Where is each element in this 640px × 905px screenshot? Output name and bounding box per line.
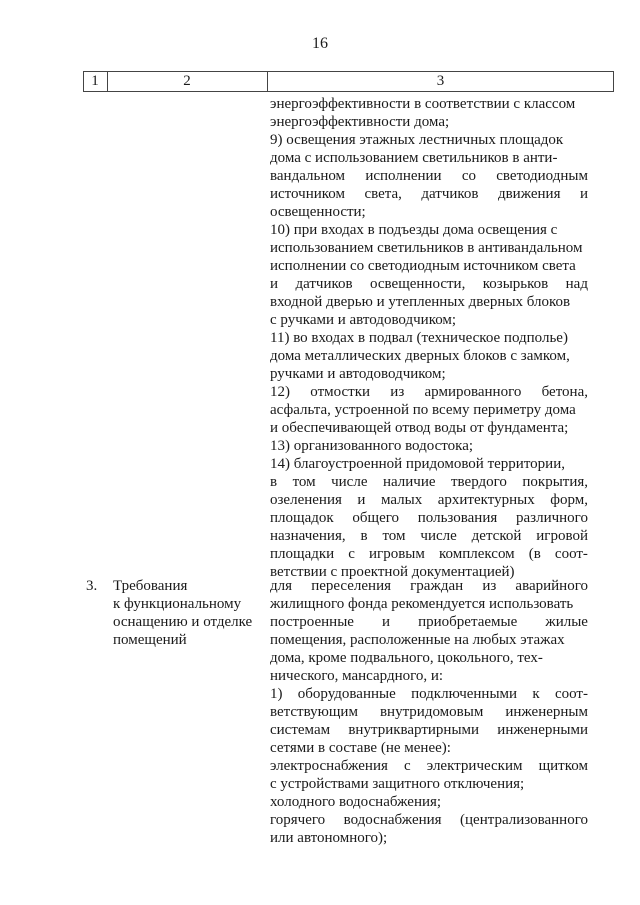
word: внутриквартирными xyxy=(348,722,480,738)
word: инженерными xyxy=(497,722,588,738)
word: соот- xyxy=(554,686,588,702)
word: подключенными xyxy=(411,686,518,702)
word: числе xyxy=(331,474,368,490)
text-line xyxy=(270,275,588,293)
word: форм, xyxy=(550,492,588,508)
row-number: 3. xyxy=(86,578,98,594)
text-line: 10) при входах в подъезды дома освещения с xyxy=(270,222,558,238)
word: малых xyxy=(380,492,423,508)
text-line: ручками и автодоводчиком; xyxy=(270,366,446,382)
word: вандальном xyxy=(270,168,346,184)
word: к xyxy=(532,686,540,702)
word: пользования xyxy=(417,510,498,526)
word: площадки xyxy=(270,546,335,562)
requirement-name xyxy=(113,577,263,649)
text-line xyxy=(270,491,588,509)
word: озеленения xyxy=(270,492,342,508)
word: над xyxy=(565,276,588,292)
word: козырьков xyxy=(482,276,549,292)
word: построенные xyxy=(270,614,354,630)
word: армированного xyxy=(424,384,522,400)
word: в xyxy=(360,528,368,544)
text-line xyxy=(270,703,588,721)
column-header-2: 2 xyxy=(183,73,191,89)
word: в xyxy=(270,474,278,490)
word: жилые xyxy=(545,614,588,630)
text-line: освещенности; xyxy=(270,204,366,220)
text-line: дома, кроме подвального, цокольного, тех- xyxy=(270,650,543,666)
text-line: дома с использованием светильников в анти- xyxy=(270,150,558,166)
continued-row-description xyxy=(270,95,588,581)
text-line: 14) благоустроенной придомовой территории, xyxy=(270,456,565,472)
word: щитком xyxy=(538,758,588,774)
word: площадок xyxy=(270,510,334,526)
word: для xyxy=(270,578,293,594)
word: из xyxy=(390,384,405,400)
word: назначения, xyxy=(270,528,346,544)
word: со xyxy=(461,168,477,184)
word: инженерным xyxy=(505,704,588,720)
word: детской xyxy=(471,528,522,544)
text-line: или автономного); xyxy=(270,830,388,846)
text-line xyxy=(270,473,588,491)
word: электроснабжения xyxy=(270,758,388,774)
text-line: энергоэффективности в соответствии с классом xyxy=(270,96,576,112)
text-line: входной дверью и утепленных дверных блоков xyxy=(270,294,571,310)
word: источником xyxy=(270,186,345,202)
word: света, xyxy=(364,186,402,202)
word: соот- xyxy=(554,546,588,562)
requirement-line: помещений xyxy=(113,632,187,648)
word: с xyxy=(348,546,355,562)
word: граждан xyxy=(410,578,464,594)
word: внутридомовым xyxy=(379,704,484,720)
word: архитектурных xyxy=(437,492,535,508)
word: различного xyxy=(516,510,588,526)
word: отмостки xyxy=(310,384,371,400)
word: электрическим xyxy=(426,758,523,774)
text-line xyxy=(270,185,588,203)
word: общего xyxy=(352,510,400,526)
word: игровым xyxy=(369,546,425,562)
word: ветствующим xyxy=(270,704,358,720)
word: из xyxy=(482,578,497,594)
text-line xyxy=(270,527,588,545)
word: аварийного xyxy=(515,578,588,594)
text-line: 9) освещения этажных лестничных площадок xyxy=(270,132,564,148)
word: наличие xyxy=(382,474,436,490)
text-line xyxy=(270,721,588,739)
word: числе xyxy=(420,528,457,544)
word: освещенности, xyxy=(370,276,466,292)
column-header-1: 1 xyxy=(91,73,99,89)
word: горячего xyxy=(270,812,326,828)
word: твердого xyxy=(450,474,507,490)
text-line xyxy=(270,577,588,595)
word: бетона, xyxy=(541,384,588,400)
word: (централизованного xyxy=(460,812,588,828)
text-line: исполнении со светодиодным источником света xyxy=(270,258,576,274)
word: покрытия, xyxy=(522,474,588,490)
word: с xyxy=(404,758,411,774)
word: водоснабжения xyxy=(343,812,442,828)
text-line xyxy=(270,167,588,185)
word: исполнении xyxy=(365,168,442,184)
text-line: с устройствами защитного отключения; xyxy=(270,776,525,792)
word: и xyxy=(382,614,391,630)
word: том xyxy=(382,528,406,544)
text-line xyxy=(270,811,588,829)
word: и xyxy=(579,186,588,202)
word: светодиодным xyxy=(496,168,588,184)
word: игровой xyxy=(536,528,588,544)
word: и xyxy=(270,276,279,292)
page-number: 16 xyxy=(312,35,328,52)
text-line: использованием светильников в антивандальном xyxy=(270,240,583,256)
text-line: дома металлических дверных блоков с замком, xyxy=(270,348,570,364)
requirement-description xyxy=(270,577,588,847)
text-line: ветствии с проектной документацией) xyxy=(270,564,515,580)
word: движения xyxy=(497,186,561,202)
text-line xyxy=(270,545,588,563)
text-line: энергоэффективности дома; xyxy=(270,114,450,130)
text-line xyxy=(270,383,588,401)
text-line: холодного водоснабжения; xyxy=(270,794,442,810)
text-line: и обеспечивающей отвод воды от фундамента; xyxy=(270,420,569,436)
text-line: 11) во входах в подвал (техническое подполье) xyxy=(270,330,568,346)
word: приобретаемые xyxy=(418,614,518,630)
text-line: сетями в составе (не менее): xyxy=(270,740,451,756)
text-line xyxy=(270,613,588,631)
word: том xyxy=(292,474,316,490)
word: датчиков xyxy=(421,186,479,202)
text-line xyxy=(270,685,588,703)
requirement-line: Требования xyxy=(113,578,188,594)
word: 12) xyxy=(270,384,290,400)
requirement-line: оснащению и отделке xyxy=(113,614,253,630)
word: и xyxy=(357,492,366,508)
word: переселения xyxy=(311,578,391,594)
text-line: помещения, расположенные на любых этажах xyxy=(270,632,565,648)
column-header-3: 3 xyxy=(436,73,445,89)
word: (в xyxy=(528,546,541,562)
text-line: 13) организованного водостока; xyxy=(270,438,474,454)
text-line: с ручками и автодоводчиком; xyxy=(270,312,457,328)
table-header-row xyxy=(83,71,614,92)
text-line xyxy=(270,757,588,775)
word: системам xyxy=(270,722,331,738)
word: оборудованные xyxy=(297,686,396,702)
word: 1) xyxy=(270,686,283,702)
text-line: асфальта, устроенной по всему периметру дома xyxy=(270,402,576,418)
requirement-line: к функциональному xyxy=(113,596,242,612)
word: датчиков xyxy=(295,276,353,292)
text-line xyxy=(270,509,588,527)
word: комплексом xyxy=(438,546,515,562)
text-line: нического, мансардного, и: xyxy=(270,668,444,684)
text-line: жилищного фонда рекомендуется использовать xyxy=(270,596,574,612)
